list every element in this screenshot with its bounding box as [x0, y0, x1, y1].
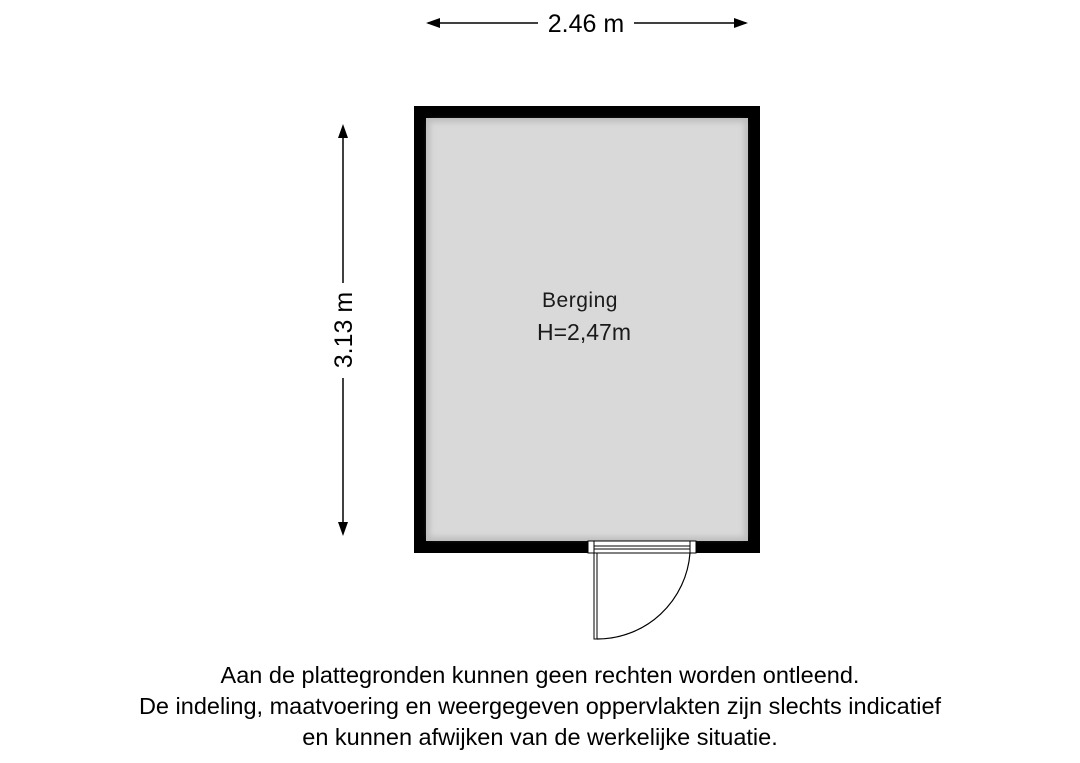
arrow-left-icon	[426, 18, 440, 28]
disclaimer-line: en kunnen afwijken van de werkelijke situatie.	[302, 724, 778, 750]
disclaimer	[0, 660, 1080, 753]
disclaimer-line: De indeling, maatvoering en weergegeven oppervlakten zijn slechts indicatief	[138, 693, 942, 719]
door-leaf	[594, 553, 597, 639]
room-height: H=2,47m	[537, 319, 631, 345]
door-swing-arc	[597, 553, 690, 639]
arrow-down-icon	[338, 522, 348, 536]
depth-dimension	[330, 124, 358, 536]
width-label: 2.46 m	[547, 10, 625, 38]
width-dimension	[426, 10, 748, 38]
arrow-right-icon	[734, 18, 748, 28]
depth-label: 3.13 m	[330, 291, 358, 369]
arrow-up-icon	[338, 124, 348, 138]
door	[588, 541, 696, 639]
room-name: Berging	[542, 289, 618, 312]
disclaimer-line: Aan de plattegronden kunnen geen rechten worden ontleend.	[220, 662, 860, 688]
